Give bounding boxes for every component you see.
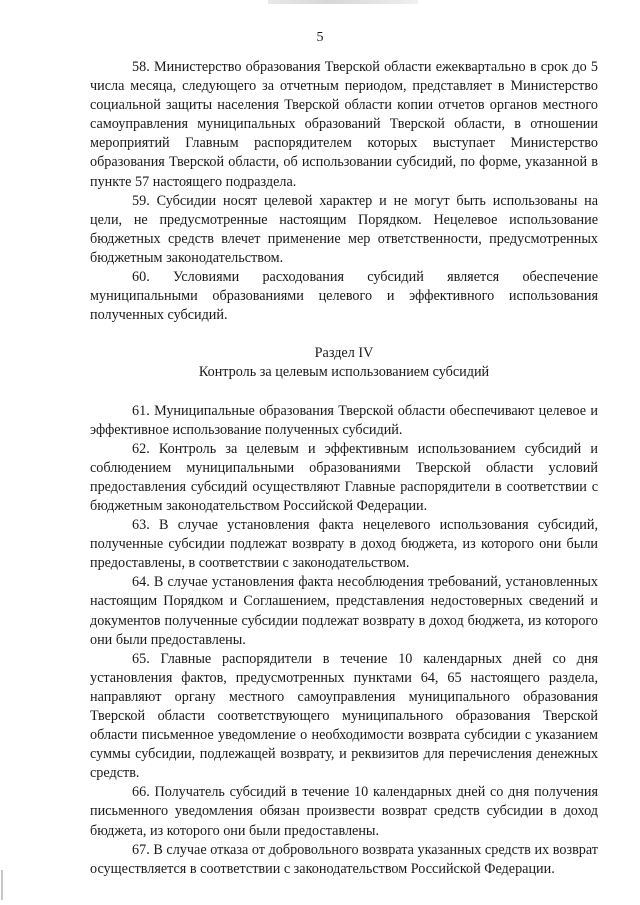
paragraph-58: 58. Министерство образования Тверской области ежеквартально в срок до 5 числа месяца, следующего за отчетным периодом, представляет в Министерство социальной защиты населения Тверской области копии отчетов органов местного самоуправления муниципальных образований Тверской области, в отношении мероприятий Главным распорядителем которых выступает Министерство образования Тверской области, об использовании субсидий, по форме, указанной в пункте 57 настоящего подраздела. <box>90 59 598 190</box>
paragraph-63: 63. В случае установления факта нецелевого использования субсидий, полученные субсидии подлежат возврату в доход бюджета, из которого они были предоставлены, в соответствии с законодательством. <box>90 517 598 572</box>
paragraph-67: 67. В случае отказа от добровольного возврата указанных средств их возврат осуществляется в соответствии с законодательством Российской Федерации. <box>90 841 598 877</box>
scan-artifact-left <box>1 870 3 900</box>
page-number: 5 <box>316 30 324 45</box>
paragraph-62: 62. Контроль за целевым и эффективным использованием субсидий и соблюдением муниципальными образованиями Тверской области условий предоставления субсидий осуществляют Главные распорядители в соответствии с бюджетным законодательством Российской Федерации. <box>90 440 598 514</box>
paragraph-65: 65. Главные распорядители в течение 10 календарных дней со дня установления фактов, предусмотренных пунктами 64, 65 настоящего раздела, направляют органу местного самоуправления муниципального образования Тверской области соответствующего муниципального образования Тверской области письменное уведомление о необходимости возврата субсидии с указанием суммы субсидии, подлежащей возврату, и реквизитов для перечисления денежных средств. <box>90 650 598 782</box>
spacer <box>90 383 598 402</box>
section-number: Раздел IV <box>314 345 374 362</box>
scan-artifact-top <box>268 0 418 4</box>
spacer <box>90 325 598 344</box>
paragraph-66: 66. Получатель субсидий в течение 10 календарных дней со дня получения письменного уведомления обязан произвести возврат средств субсидии в доход бюджета, из которого они были предоставлены. <box>90 784 598 839</box>
paragraph-61: 61. Муниципальные образования Тверской области обеспечивают целевое и эффективное использование полученных субсидий. <box>90 402 598 438</box>
section-title: Контроль за целевым использованием субсидий <box>198 364 490 381</box>
document-body <box>90 58 598 879</box>
paragraph-59: 59. Субсидии носят целевой характер и не могут быть использованы на цели, не предусмотренные настоящим Порядком. Нецелевое использование бюджетных средств влечет применение мер ответственности, предусмотренных бюджетным законодательством. <box>90 192 598 266</box>
paragraph-64: 64. В случае установления факта несоблюдения требований, установленных настоящим Порядком и Соглашением, представления недостоверных сведений и документов полученные субсидии подлежат возврату в доход бюджета, из которого они были предоставлены. <box>90 574 598 648</box>
paragraph-60: 60. Условиями расходования субсидий является обеспечение муниципальными образованиями целевого и эффективного использования полученных субсидий. <box>90 269 598 324</box>
